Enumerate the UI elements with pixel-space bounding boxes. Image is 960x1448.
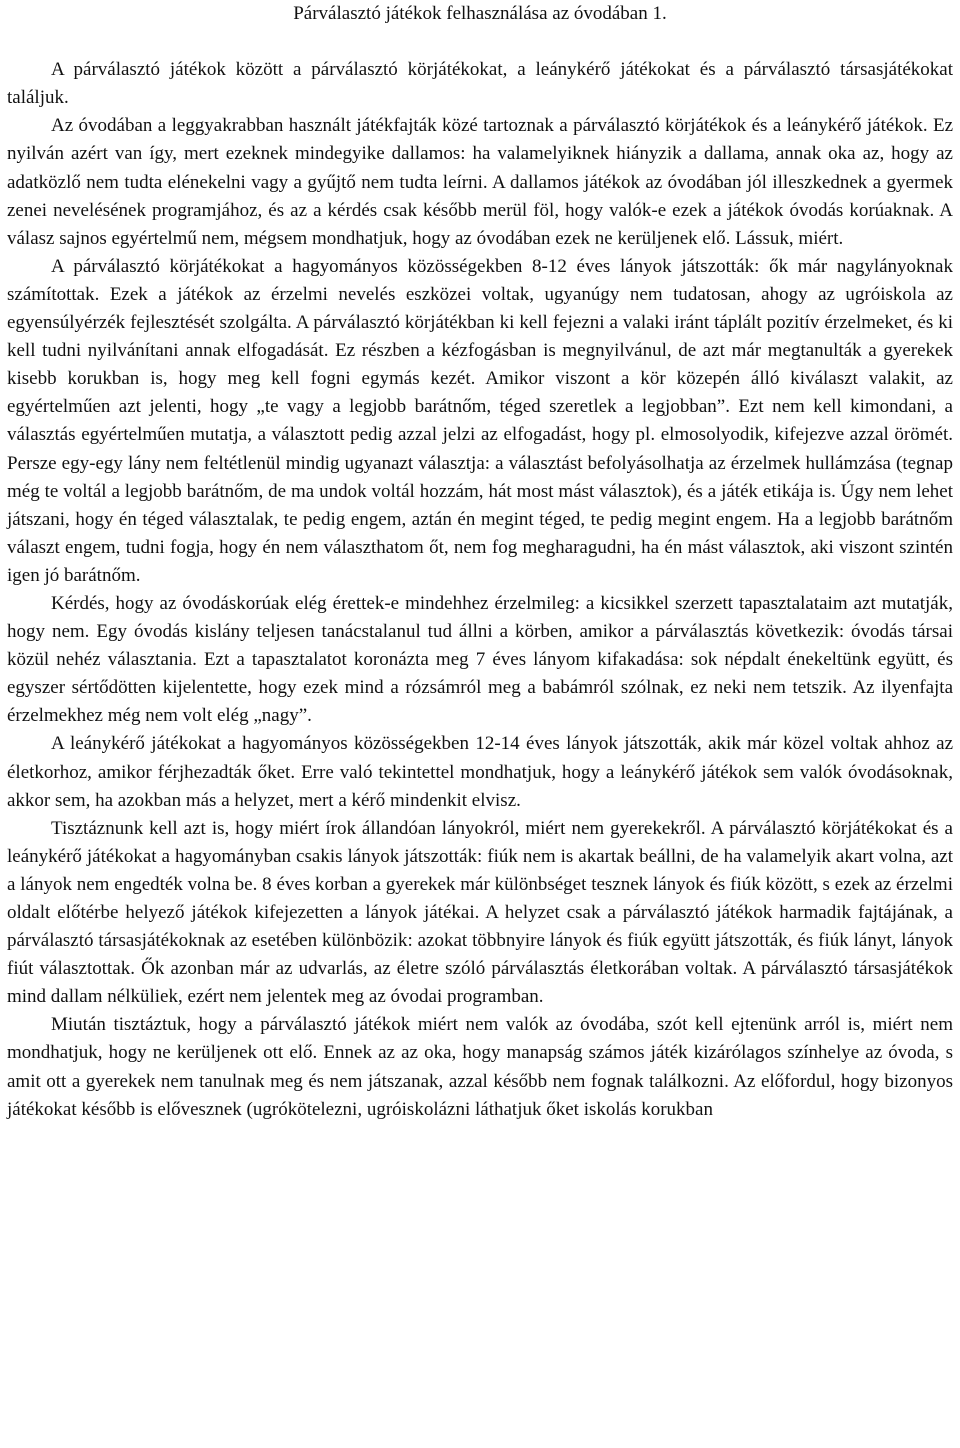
paragraph-4: Kérdés, hogy az óvodáskorúak elég érettek-e mindehhez érzelmileg: a kicsikkel szerzett tapasztalataim azt mutatják, hogy nem. Egy óvodás kislány teljesen tanácstalanul tud állni a körben, amikor a párválasztás következik: óvodás társai közül nehéz választania. Ezt a tapasztalatot koronázta meg 7 éves lányom kifakadása: sok népdalt énekeltünk együtt, és egyszer sértődötten kijelentette, hogy ezek mind a rózsámról meg a babámról szólnak, ez neki nem tetszik. Az ilyenfajta érzelmekhez még nem volt elég „nagy”.	[7, 592, 953, 727]
paragraph-1: A párválasztó játékok között a párválasztó körjátékokat, a leánykérő játékokat és a párválasztó társasjátékokat találjuk.	[7, 59, 953, 109]
paragraph-6: Tisztáznunk kell azt is, hogy miért írok állandóan lányokról, miért nem gyerekekről. A párválasztó körjátékokat és a leánykérő játékokat a hagyományban csakis lányok játszották: fiúk nem is akartak beállni, de ha valamelyik akart volna, azt a lányok nem engedték volna be. 8 éves korban a gyerekek már különbséget tesznek lányok és fiúk között, s ezek az érzelmi oldalt előtérbe helyező játékok kifejezetten a lányok játékai. A helyzet csak a párválasztó játékok harmadik fajtájának, a párválasztó társasjátékoknak az esetében különbözik: azokat többnyire lányok és fiúk együtt játszották, és fiúk lányt, lányok fiút választottak. Ők azonban már az udvarlás, az életre szóló párválasztás életkorában voltak. A párválasztó társasjátékok mind dallam nélküliek, ezért nem jelentek meg az óvodai programban.	[7, 817, 953, 1008]
document-title: Párválasztó játékok felhasználása az óvodában 1.	[293, 3, 667, 24]
paragraph-5: A leánykérő játékokat a hagyományos közösségekben 12-14 éves lányok játszották, akik már közel voltak ahhoz az életkorhoz, amikor férjhezadták őket. Erre való tekintettel mondhatjuk, hogy a leánykérő játékok sem valók óvodásoknak, akkor sem, ha azokban más a helyzet, mert a kérő mindenkit elvisz.	[7, 733, 953, 811]
paragraph-3: A párválasztó körjátékokat a hagyományos közösségekben 8-12 éves lányok játszották: ők már nagylányoknak számítottak. Ezek a játékok az érzelmi nevelés eszközei voltak, ugyanúgy nem tudatosan, ahogy az ugróiskola az egyensúlyérzék fejlesztését szolgálta. A párválasztó körjátékban ki kell fejezni a valaki iránt táplált pozitív érzelmeket, és ki kell tudni nyilvánítani annak elfogadását. Ez részben a kézfogásban is megnyilvánul, de azt már megtanulták a gyerekek kisebb korukban is, hogy meg kell fogni egymás kezét. Amikor viszont a kör közepén álló kiválaszt valakit, az egyértelműen azt jelenti, hogy „te vagy a legjobb barátnőm, téged szeretlek a legjobban”. Ezt nem kell kimondani, a választás egyértelműen mutatja, a választott pedig azzal jelzi az elfogadást, hogy pl. elmosolyodik, kifejezve azzal örömét. Persze egy-egy lány nem feltétlenül mindig ugyanazt választja: a választást befolyásolhatja az érzelmek hullámzása (tegnap még te voltál a legjobb barátnőm, de ma undok voltál hozzám, hát most mást választok), és a játék etikája is. Úgy nem lehet játszani, hogy én téged választalak, te pedig engem, aztán én megint téged, te pedig megint engem. Ha a legjobb barátnőm választ engem, tudni fogja, hogy én nem választhatom őt, nem fog megharagudni, ha én mást választok, aki viszont szintén igen jó barátnőm.	[7, 255, 953, 586]
paragraph-2: Az óvodában a leggyakrabban használt játékfajták közé tartoznak a párválasztó körjátékok és a leánykérő játékok. Ez nyilván azért van így, mert ezeknek mindegyike dallamos: ha valamelyiknek hiányzik a dallama, annak oka az, hogy az adatközlő nem tudta elénekelni vagy a gyűjtő nem tudta leírni. A dallamos játékok az óvodában jól illeszkednek a gyermek zenei nevelésének programjához, és az a kérdés csak később merül föl, hogy valók-e ezek a játékok óvodás korúaknak. A válasz sajnos egyértelmű nem, mégsem mondhatjuk, hogy az óvodában ezek ne kerüljenek elő. Lássuk, miért.	[7, 115, 953, 249]
paragraph-7: Miután tisztáztuk, hogy a párválasztó játékok miért nem valók az óvodába, szót kell ejtenünk arról is, miért nem mondhatjuk, hogy ne kerüljenek ott elő. Ennek az az oka, hogy manapság számos játék kizárólagos színhelye az óvoda, s amit ott a gyerekek nem tanulnak meg és nem játszanak, azzal később nem fognak találkozni. Az előfordul, hogy bizonyos játékokat később is elővesznek (ugrókötelezni, ugróiskolázni láthatjuk őket iskolás korukban	[7, 1014, 953, 1120]
